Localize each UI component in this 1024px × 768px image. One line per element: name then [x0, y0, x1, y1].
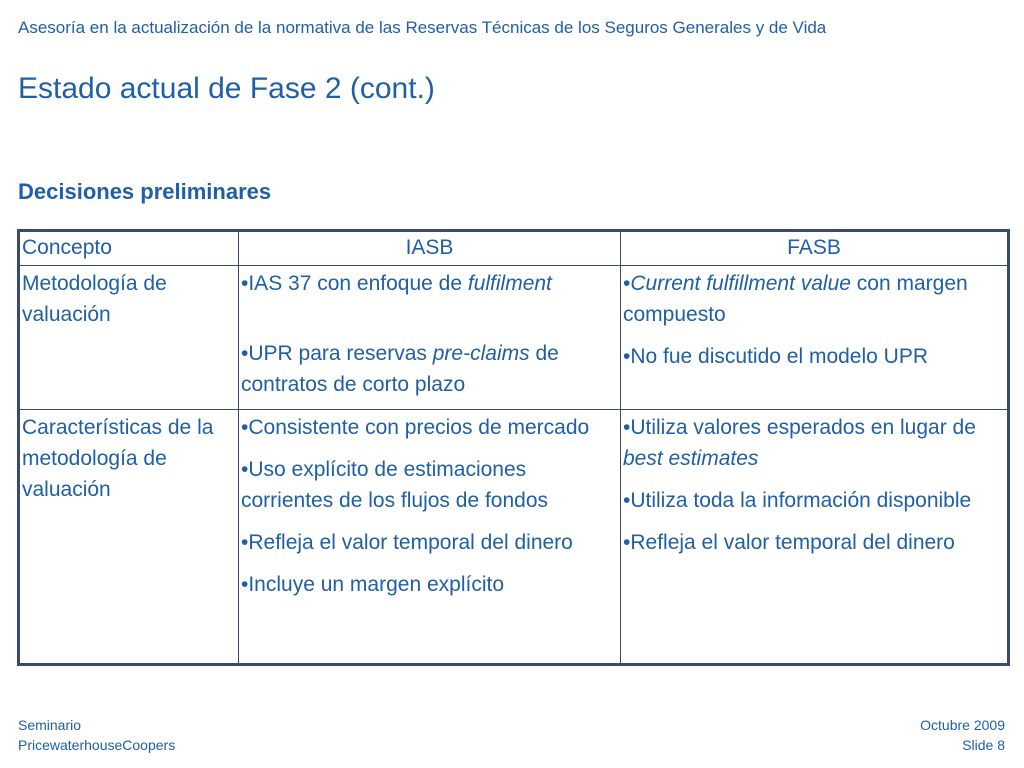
slide-title: Estado actual de Fase 2 (cont.) — [18, 72, 435, 105]
bullet-item: •Consistente con precios de mercado — [241, 416, 590, 439]
project-header: Asesoría en la actualización de la normativa de las Reservas Técnicas de los Seguros Generales y de Vida — [18, 18, 827, 37]
table-header-row — [19, 231, 1009, 266]
column-header-fasb: FASB — [621, 231, 1009, 266]
concept-cell: Características de la metodología de valuación — [19, 410, 239, 665]
bullet-item: •No fue discutido el modelo UPR — [623, 345, 929, 368]
concept-cell: Metodología de valuación — [19, 266, 239, 410]
footer-right — [920, 715, 1005, 755]
bullet-item: •Utiliza valores esperados en lugar de best estimates — [623, 416, 976, 470]
footer-left — [18, 715, 175, 755]
bullet-item: •UPR para reservas pre-claims de contratos de corto plazo — [241, 342, 559, 396]
bullet-item: •Utiliza toda la información disponible — [623, 489, 972, 512]
column-header-concepto: Concepto — [19, 231, 239, 266]
bullet-item: •Refleja el valor temporal del dinero — [241, 531, 573, 554]
iasb-cell — [239, 266, 621, 410]
iasb-cell — [239, 410, 621, 665]
slide-number: Slide 8 — [962, 737, 1005, 753]
footer-date: Octubre 2009 — [920, 717, 1005, 733]
bullet-item: •Refleja el valor temporal del dinero — [623, 531, 955, 554]
bullet-item: •IAS 37 con enfoque de fulfilment — [241, 272, 552, 295]
footer-company: PricewaterhouseCoopers — [18, 737, 176, 753]
comparison-table — [17, 229, 1010, 666]
section-title: Decisiones preliminares — [18, 179, 272, 204]
bullet-item: •Current fulfillment value con margen compuesto — [623, 272, 968, 326]
fasb-cell — [621, 410, 1009, 665]
bullet-item: •Uso explícito de estimaciones corrientes de los flujos de fondos — [241, 458, 549, 512]
table-row — [19, 410, 1009, 665]
fasb-cell — [621, 266, 1009, 410]
table-row — [19, 266, 1009, 410]
column-header-iasb: IASB — [239, 231, 621, 266]
bullet-item: •Incluye un margen explícito — [241, 573, 504, 596]
footer-event: Seminario — [18, 717, 82, 733]
